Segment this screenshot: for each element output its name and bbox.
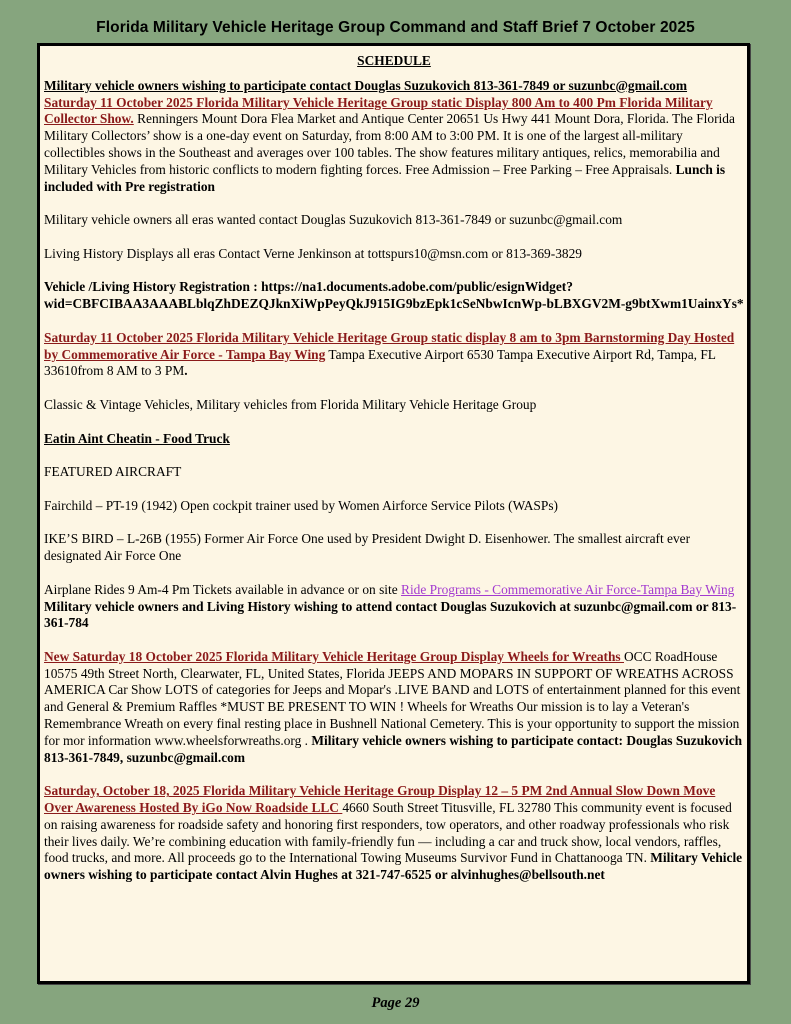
classic-vehicles: Classic & Vintage Vehicles, Military vehicles from Florida Military Vehicle Heritage Group (44, 396, 537, 412)
event-mount-dora-lunch: Lunch is included with Pre registration (44, 161, 726, 194)
event-mount-dora (44, 95, 744, 196)
event-barnstorming-period: . (184, 363, 188, 379)
event-wheels-for-wreaths-contact: Military vehicle owners wishing to participate contact: Douglas Suzukovich 813-361-7849, suzunbc@gmail.com (44, 732, 743, 765)
aircraft-pt19: Fairchild – PT-19 (1942) Open cockpit trainer used by Women Airforce Service Pilots (WASPs) (44, 497, 558, 513)
airplane-rides-contact: Military vehicle owners and Living History wishing to attend contact Douglas Suzukovich at suzunbc@gmail.com or 813-361-784 (44, 598, 737, 631)
ride-programs-link[interactable]: Ride Programs - Commemorative Air Force-Tampa Bay Wing (401, 581, 735, 597)
schedule-heading: SCHEDULE (357, 53, 431, 68)
airplane-rides (44, 582, 744, 632)
contact-intro: Military vehicle owners wishing to participate contact Douglas Suzukovich 813-361-7849 or suzunbc@gmail.com (44, 77, 688, 93)
page-number: Page 29 (371, 995, 420, 1011)
featured-aircraft-heading: FEATURED AIRCRAFT (44, 464, 182, 480)
living-history-contact: Living History Displays all eras Contact Verne Jenkinson at tottspurs10@msn.com or 813-369-3829 (44, 245, 582, 261)
event-barnstorming-body: Tampa Executive Airport 6530 Tampa Executive Airport Rd, Tampa, FL 33610from 8 AM to 3 PM (44, 346, 716, 379)
event-slow-down-body: 4660 South Street Titusville, FL 32780 This community event is focused on raising awareness for roadside safety and honoring first responders, tow operators, and other roadway professionals who risk their lives daily. We’re combining education with family-friendly fun — including a car and truck show, local vendors, raffles, food trucks, and more. All proceeds go to the International Towing Museums Survivor Fund in Chattanooga TN. (44, 800, 732, 866)
newsletter-header: Florida Military Vehicle Heritage Group Command and Staff Brief 7 October 2025 (96, 19, 695, 36)
event-wheels-for-wreaths (44, 649, 744, 767)
schedule-panel (37, 43, 750, 984)
event-slow-down (44, 783, 744, 884)
event-barnstorming (44, 330, 744, 380)
food-truck: Eatin Aint Cheatin - Food Truck (44, 430, 230, 446)
event-mount-dora-body: Renningers Mount Dora Flea Market and Antique Center 20651 Us Hwy 441 Mount Dora, Florida. The Florida Military Collectors’ show is a one-day event on Saturday, from 8:00 AM to 3:00 PM. It is one of the largest all-military collectibles shows in the Southeast and averages over 100 tables. The show features military antiques, relics, memorabilia and Military Vehicles from historic conflicts to modern fighting forces. Free Admission – Free Parking – Free Appraisals. (44, 111, 735, 177)
event-slow-down-title: Saturday, October 18, 2025 Florida Military Vehicle Heritage Group Display 12 – 5 PM 2nd Annual Slow Down Move Over Awareness Hosted By iGo Now Roadside LLC (44, 783, 716, 816)
schedule-content (44, 53, 744, 884)
airplane-rides-text: Airplane Rides 9 Am-4 Pm Tickets available in advance or on site (44, 581, 402, 597)
aircraft-ikes-bird: IKE’S BIRD – L-26B (1955) Former Air Force One used by President Dwight D. Eisenhower. The smallest aircraft ever designated Air Force One (44, 531, 691, 564)
event-slow-down-contact: Military Vehicle owners wishing to participate contact Alvin Hughes at 321-747-6525 or alvinhughes@bellsouth.net (44, 850, 743, 883)
event-wheels-for-wreaths-body: OCC RoadHouse 10575 49th Street North, Clearwater, FL, United States, Florida JEEPS AND MOPARS IN SUPPORT OF WREATHS ACROSS AMERICA Car Show LOTS of categories for Jeeps and Mopar's .LIVE BAND and LOTS of entertainment planned for this event and General & Premium Raffles *MUST BE PRESENT TO WIN ! Wheels for Wreaths Our mission is to lay a Veteran's Remembrance Wreath on every final resting place in Bushnell National Cemetery. This is your opportunity to support the mission for mor information www.wheelsforwreaths.org . (44, 648, 741, 748)
event-barnstorming-title: Saturday 11 October 2025 Florida Military Vehicle Heritage Group static display 8 am to 3pm Barnstorming Day Hosted by Commemorative Air Force - Tampa Bay Wing (44, 329, 735, 362)
registration-link[interactable]: Vehicle /Living History Registration : https://na1.documents.adobe.com/public/esignWidget?wid=CBFCIBAA3AAABLblqZhDEZQJknXiWpPeyQkJ915IG9bzEpk1cSeNbwIcnWp-bLBXGV2M-g9btXwm1UainxYs* (44, 279, 744, 312)
event-mount-dora-title: Saturday 11 October 2025 Florida Military Vehicle Heritage Group static Display 800 Am to 400 Pm Florida Military Collector Show. (44, 94, 713, 127)
event-wheels-for-wreaths-title: New Saturday 18 October 2025 Florida Military Vehicle Heritage Group Display Wheels for Wreaths (44, 648, 624, 664)
owners-contact: Military vehicle owners all eras wanted contact Douglas Suzukovich 813-361-7849 or suzunbc@gmail.com (44, 212, 623, 228)
